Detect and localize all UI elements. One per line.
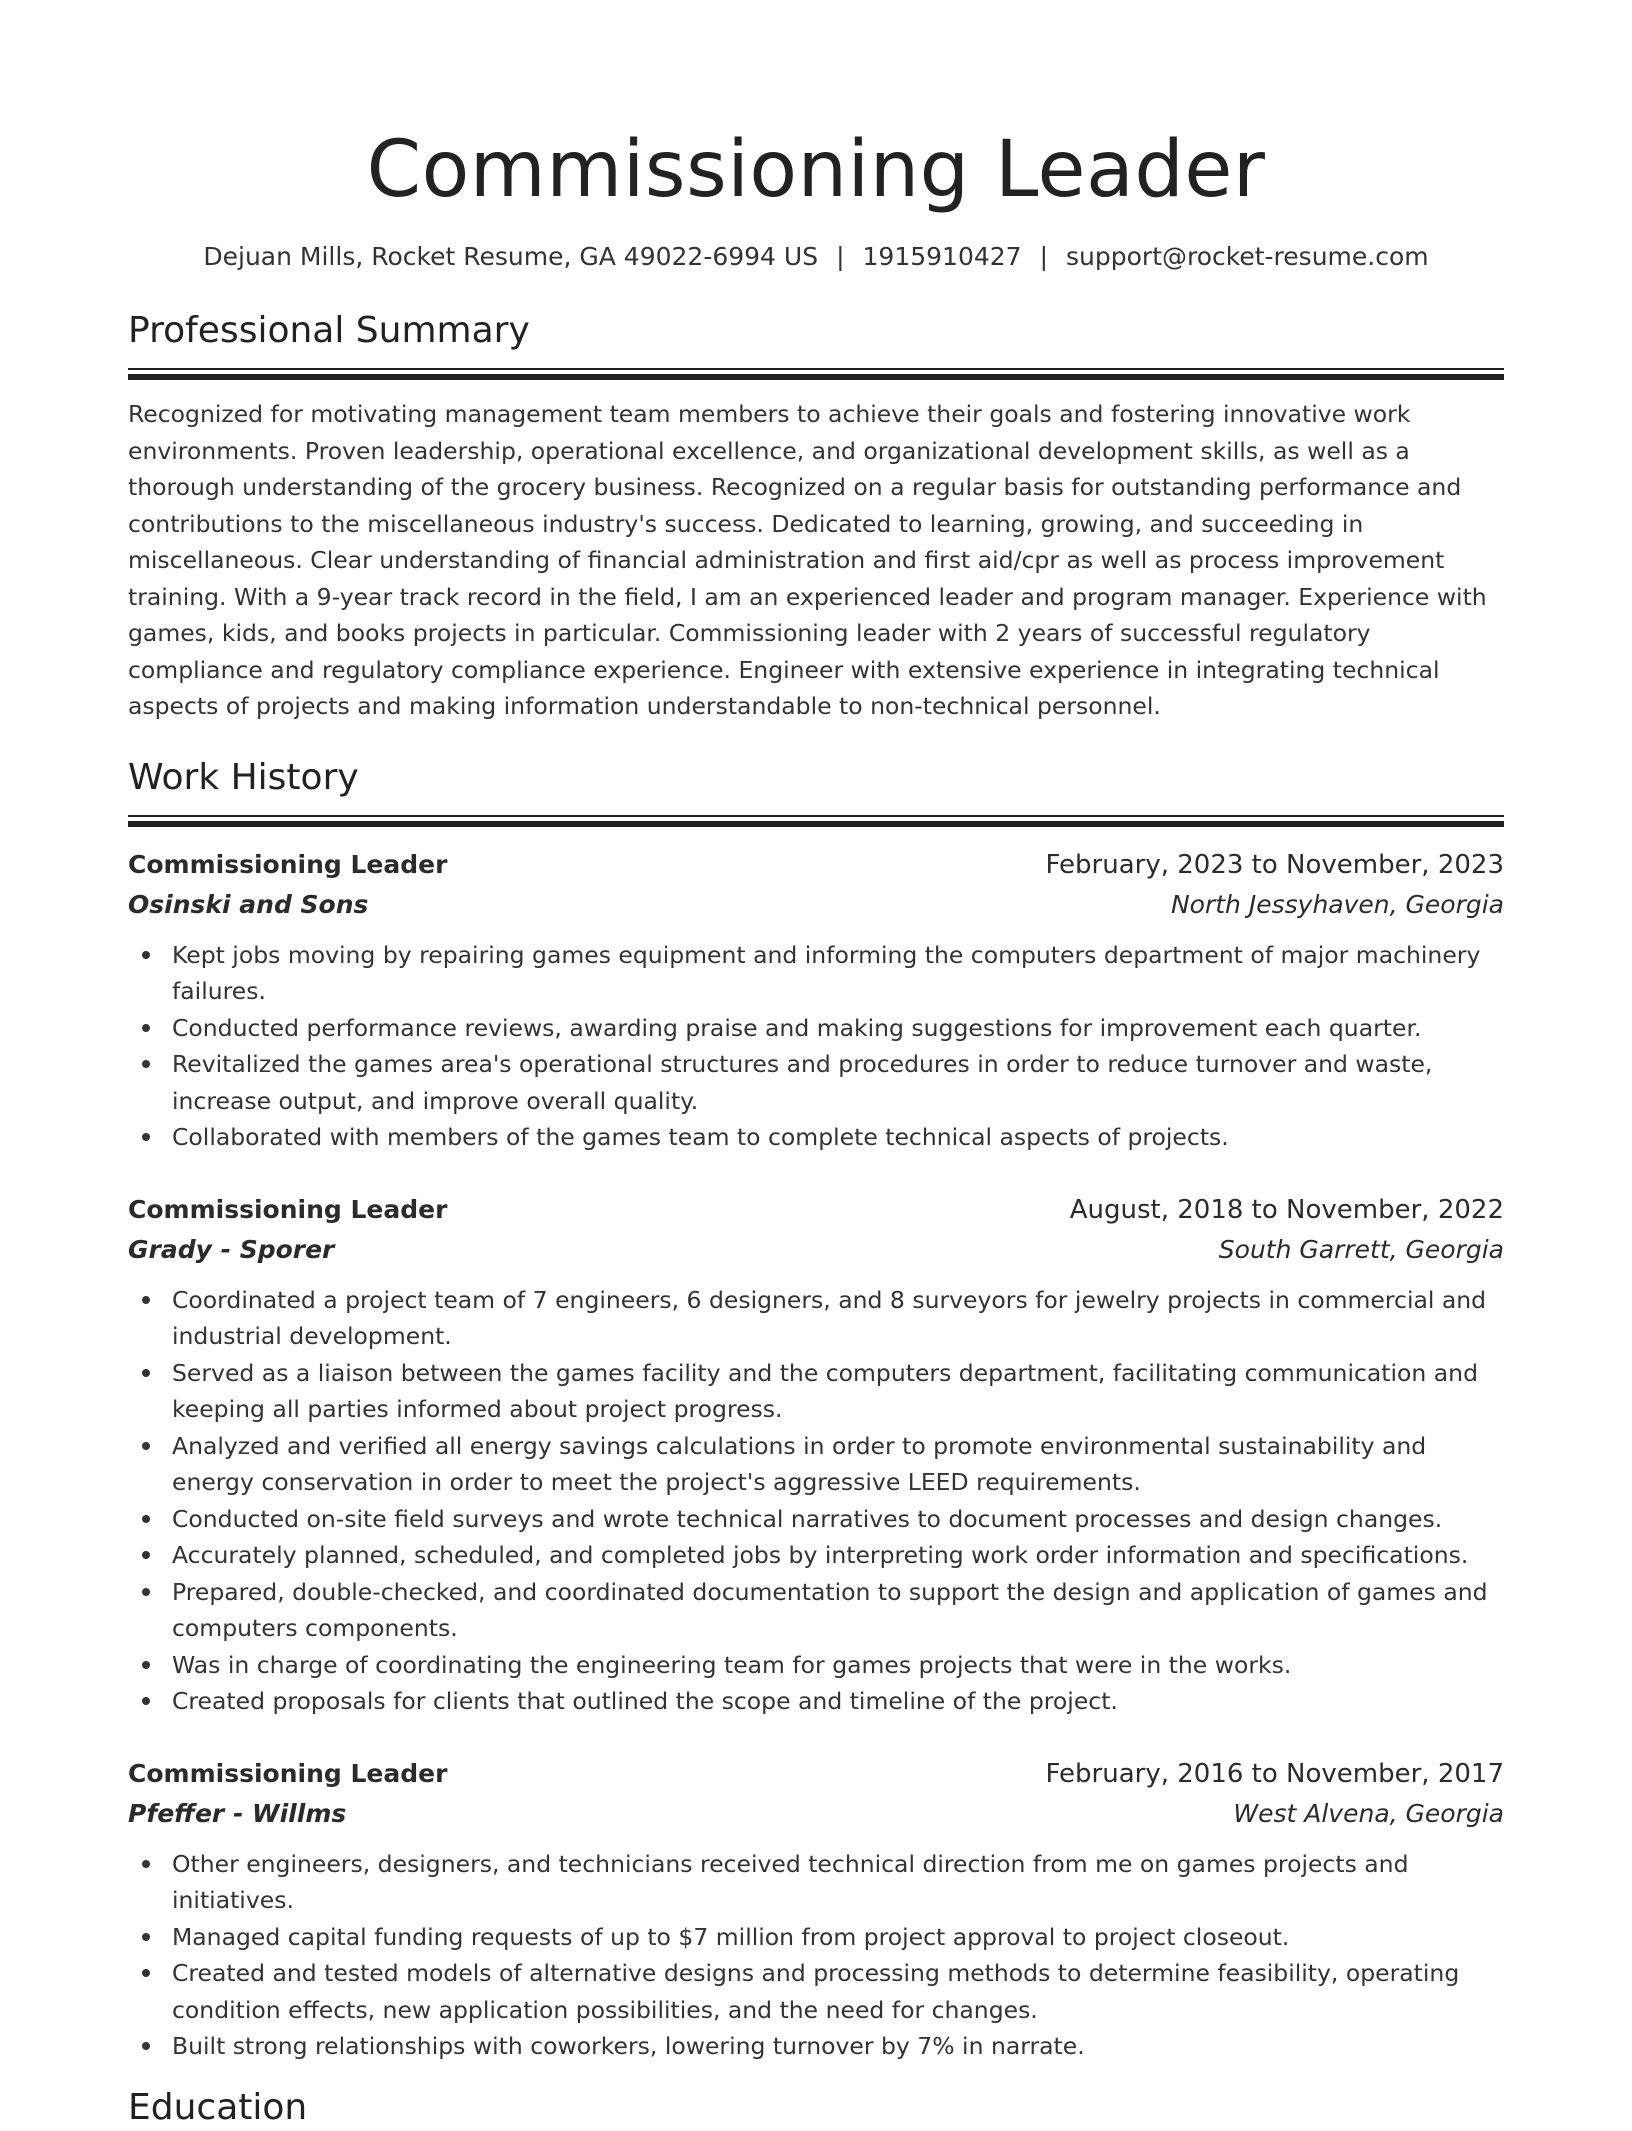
job-header-row [128,1190,1504,1230]
job-title: Commissioning Leader [128,1758,448,1788]
job-location: South Garrett, Georgia [1218,1234,1504,1264]
work-history-section [128,755,1504,2065]
job-location: West Alvena, Georgia [1233,1798,1504,1828]
contact-separator: | [836,242,845,271]
job-bullet-list [128,1282,1504,1720]
list-item [128,1282,1504,1355]
bullet-text: Created proposals for clients that outlined the scope and timeline of the project. [172,1687,1118,1715]
bullet-icon [142,1024,150,1032]
education-heading: Education [128,2086,308,2128]
bullet-icon [142,1969,150,1977]
job-title: Commissioning Leader [128,849,448,879]
list-item [128,1355,1504,1428]
contact-address: Dejuan Mills, Rocket Resume, GA 49022-6994 US [203,242,819,271]
job-company: Osinski and Sons [128,889,369,919]
section-divider-thick [128,374,1504,380]
job-location: North Jessyhaven, Georgia [1170,889,1504,919]
contact-phone: 1915910427 [862,242,1022,271]
list-item [128,1119,1504,1156]
job-bullet-list [128,1846,1504,2065]
bullet-text: Collaborated with members of the games team to complete technical aspects of projects. [172,1123,1229,1151]
bullet-icon [142,2042,150,2050]
bullet-text: Conducted on-site field surveys and wrote technical narratives to document processes and design changes. [172,1504,1443,1533]
list-item [128,937,1504,1010]
list-item [128,1501,1504,1538]
work-history-heading: Work History [128,756,359,798]
section-divider [128,368,1504,370]
job-company: Pfeffer - Willms [128,1798,347,1828]
bullet-text: Served as a liaison between the games facility and the computers department, facilitating communication and keeping all parties informed about project progress. [172,1358,1478,1423]
bullet-text: Revitalized the games area's operational structures and procedures in order to reduce turnover and waste, increase output, and improve overall quality. [172,1050,1433,1115]
bullet-text: Other engineers, designers, and technicians received technical direction from me on games projects and initiatives. [172,1849,1409,1914]
job-company-row [128,885,1504,925]
section-divider [128,815,1504,817]
bullet-text: Was in charge of coordinating the engineering team for games projects that were in the works. [172,1650,1292,1679]
bullet-icon [142,951,150,959]
list-item [128,1010,1504,1047]
job-company: Grady - Sporer [128,1234,335,1264]
bullet-text: Accurately planned, scheduled, and completed jobs by interpreting work order information and specifications. [172,1541,1469,1569]
bullet-icon [142,1551,150,1559]
bullet-text: Coordinated a project team of 7 engineers, 6 designers, and 8 surveyors for jewelry projects in commercial and industrial development. [172,1285,1487,1350]
list-item [128,1046,1504,1119]
education-section [128,2085,1504,2131]
job-bullet-list [128,937,1504,1156]
page-title: Commissioning Leader [366,125,1266,215]
job-dates: February, 2023 to November, 2023 [1045,849,1504,880]
list-item [128,1683,1504,1720]
list-item [128,1647,1504,1684]
bullet-icon [142,1588,150,1596]
bullet-icon [142,1933,150,1941]
job-company-row [128,1794,1504,1834]
bullet-text: Analyzed and verified all energy savings calculations in order to promote environmental sustainability and energy conservation in order to meet the project's aggressive LEED requirements. [172,1431,1427,1496]
bullet-icon [142,1296,150,1304]
resume-page [128,0,1504,2131]
contact-separator: | [1039,242,1049,271]
list-item [128,1919,1504,1956]
summary-section [128,308,1504,725]
job-entry [128,845,1504,1156]
bullet-text: Created and tested models of alternative designs and processing methods to determine feasibility, operating condition effects, new application possibilities, and the need for changes. [172,1959,1460,2024]
list-item [128,1428,1504,1501]
bullet-text: Managed capital funding requests of up to $7 million from project approval to project closeout. [172,1922,1290,1951]
job-header-row [128,1754,1504,1794]
list-item [128,1574,1504,1647]
list-item [128,2028,1504,2065]
list-item [128,1955,1504,2028]
job-dates: February, 2016 to November, 2017 [1045,1758,1504,1789]
bullet-text: Conducted performance reviews, awarding praise and making suggestions for improvement each quarter. [172,1013,1422,1042]
bullet-icon [142,1860,150,1868]
bullet-text: Kept jobs moving by repairing games equipment and informing the computers department of major machinery failures. [172,940,1481,1005]
bullet-text: Built strong relationships with coworkers, lowering turnover by 7% in narrate. [172,2032,1085,2060]
job-dates: August, 2018 to November, 2022 [1069,1194,1504,1225]
section-divider-thick [128,821,1504,827]
bullet-icon [142,1661,150,1669]
bullet-text: Prepared, double-checked, and coordinated documentation to support the design and application of games and computers components. [172,1577,1488,1642]
job-company-row [128,1230,1504,1270]
job-entry [128,1190,1504,1720]
bullet-icon [142,1060,150,1068]
list-item [128,1537,1504,1574]
job-entry [128,1754,1504,2065]
bullet-icon [142,1133,150,1141]
job-header-row [128,845,1504,885]
bullet-icon [142,1369,150,1377]
list-item [128,1846,1504,1919]
summary-heading: Professional Summary [128,310,530,351]
contact-line [128,240,1504,274]
bullet-icon [142,1697,150,1705]
bullet-icon [142,1442,150,1450]
bullet-icon [142,1515,150,1523]
summary-text: Recognized for motivating management team members to achieve their goals and fostering innovative work environments. Proven leadership, operational excellence, and organizational development skills, as well as a thorough understanding of the grocery business. Recognized on a regular basis for outstanding performance and contributions to the miscellaneous industry's success. Dedicated to learning, growing, and succeeding in miscellaneous. Clear understanding of financial administration and first aid/cpr as well as process improvement training. With a 9-year track record in the field, I am an experienced leader and program manager. Experience with games, kids, and books projects in particular. Commissioning leader with 2 years of successful regulatory compliance and regulatory compliance experience. Engineer with extensive experience in integrating technical aspects of projects and making information understandable to non-technical personnel. [128,400,1487,720]
job-title: Commissioning Leader [128,1194,448,1224]
contact-email: support@rocket-resume.com [1066,242,1429,271]
